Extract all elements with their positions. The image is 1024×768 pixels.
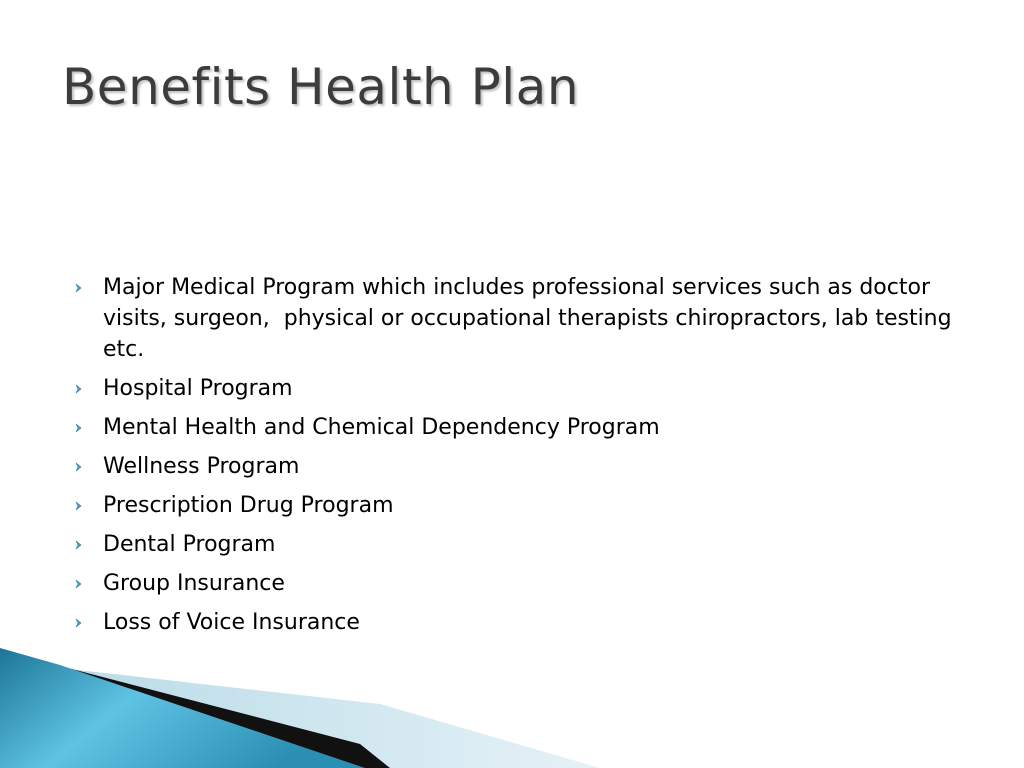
bullet-text: Major Medical Program which includes professional services such as doctor visits, surgeon, physical or occupational therapists chiropractors, lab testing etc. — [103, 275, 959, 362]
swoosh-pale-band — [60, 668, 600, 768]
bullet-text: Wellness Program — [103, 454, 300, 479]
chevron-right-icon — [74, 451, 88, 482]
bullet-text: Dental Program — [103, 532, 276, 557]
bullet-item-mental-health — [74, 412, 964, 443]
bullet-text: Loss of Voice Insurance — [103, 610, 360, 635]
chevron-right-icon — [74, 529, 88, 560]
bullet-item-major-medical — [74, 272, 964, 365]
bullet-item-group-insurance — [74, 568, 964, 599]
bullet-item-wellness — [74, 451, 964, 482]
bullet-text: Mental Health and Chemical Dependency Program — [103, 415, 660, 440]
chevron-right-icon — [74, 568, 88, 599]
bullet-item-hospital — [74, 373, 964, 404]
swoosh-blue-band — [0, 648, 365, 768]
bullet-text: Group Insurance — [103, 571, 285, 596]
bullet-item-dental — [74, 529, 964, 560]
chevron-right-icon — [74, 272, 88, 303]
bullet-text: Hospital Program — [103, 376, 293, 401]
chevron-right-icon — [74, 490, 88, 521]
chevron-right-icon — [74, 373, 88, 404]
bullet-item-prescription-drug — [74, 490, 964, 521]
swoosh-black-band — [45, 662, 390, 768]
chevron-right-icon — [74, 412, 88, 443]
slide-title: Benefits Health Plan — [62, 58, 580, 116]
chevron-right-icon — [74, 607, 88, 638]
bullet-item-loss-of-voice — [74, 607, 964, 638]
bullet-list — [74, 272, 964, 646]
bullet-text: Prescription Drug Program — [103, 493, 394, 518]
